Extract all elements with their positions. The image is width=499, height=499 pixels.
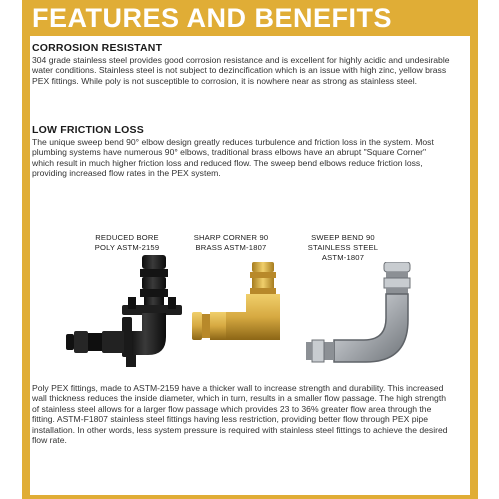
section-body-corrosion: 304 grade stainless steel provides good corrosion resistance and is excellent for highly acidic and undesirable water conditions. Stainless steel is not subject to dezincification which is an issue with high zinc, yellow brass PEX fittings. While poly is not susceptible to corrosion, it is nowhere near as strong as stainless steel. — [32, 55, 450, 86]
closing-paragraph: Poly PEX fittings, made to ASTM-2159 have a thicker wall to increase strength and durability. This increased wall thickness reduces the inside diameter, which in turn, results in a smaller flow passage. The high strength of stainless steel allows for a larger flow passage which provides 23 to 36% greater flow area through the fitting. ASTM-F1807 stainless steel fittings having less restriction, providing better flow through PEX pipe installation. In other words, less system pressure is required with stainless steel fittings to achieve the desired flow rate. — [32, 383, 448, 446]
figure-label-stainless-line1: SWEEP BEND 90 — [311, 233, 375, 242]
figure-label-stainless — [298, 233, 388, 263]
brass-elbow-icon — [190, 262, 290, 362]
figure-label-poly-line1: REDUCED BORE — [95, 233, 159, 242]
section-title-corrosion: CORROSION RESISTANT — [32, 42, 163, 54]
figure-label-brass-line2: BRASS ASTM-1807 — [195, 243, 267, 252]
figure-label-stainless-line2: STAINLESS STEEL — [307, 243, 379, 252]
page-title: FEATURES AND BENEFITS — [32, 3, 393, 33]
figure-label-stainless-line3: ASTM-1807 — [321, 253, 365, 262]
poly-elbow-icon — [62, 255, 192, 370]
figure-label-poly — [82, 233, 172, 253]
figure-label-brass — [186, 233, 276, 253]
section-body-friction: The unique sweep bend 90° elbow design greatly reduces turbulence and friction loss in the system. Most plumbing systems have numerous 90° elbows, traditional brass elbows have an abrupt "Square Corner" which result in much higher friction loss and reduced flow. The sweep bend elbows reduce friction loss, providing increased flow rates in the PEX system. — [32, 137, 434, 179]
section-title-friction: LOW FRICTION LOSS — [32, 124, 144, 136]
figure-label-brass-line1: SHARP CORNER 90 — [193, 233, 269, 242]
stainless-elbow-icon — [302, 262, 418, 374]
figure-label-poly-line2: POLY ASTM-2159 — [94, 243, 160, 252]
header-banner — [22, 0, 478, 36]
